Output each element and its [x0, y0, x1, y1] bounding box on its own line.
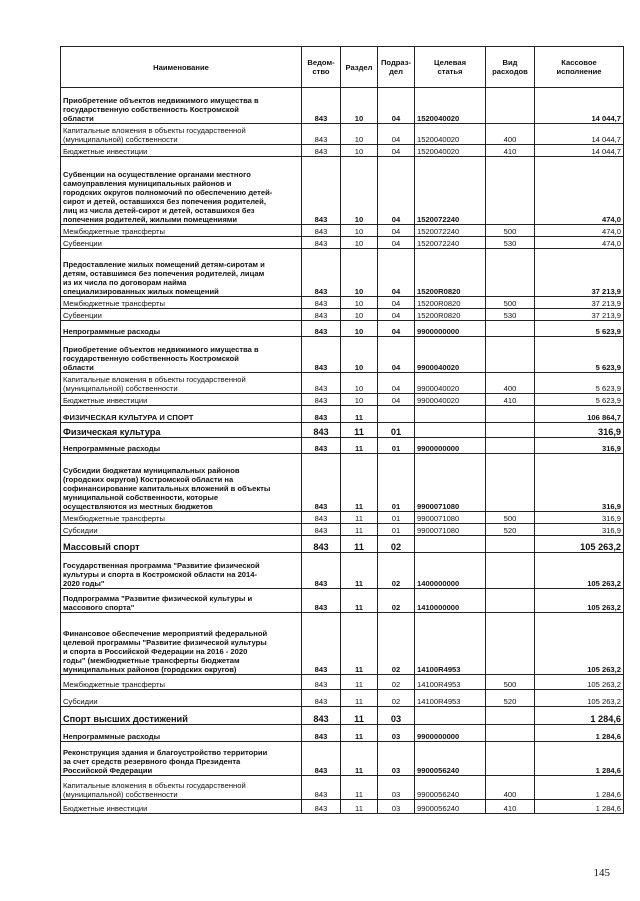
cell-subsection: 01 — [378, 423, 415, 438]
cell-subsection: 04 — [378, 225, 415, 237]
table-row — [61, 454, 624, 512]
cell-subsection: 04 — [378, 337, 415, 373]
cell-subsection: 01 — [378, 524, 415, 536]
cell-expense-type: 400 — [486, 776, 535, 800]
cell-target-article: 9900000000 — [415, 321, 486, 337]
cell-target-article: 9900000000 — [415, 438, 486, 454]
cell-cash-execution: 316,9 — [535, 423, 624, 438]
cell-department: 843 — [302, 297, 341, 309]
cell-expense-type: 500 — [486, 297, 535, 309]
cell-cash-execution: 105 263,2 — [535, 675, 624, 690]
cell-target-article — [415, 406, 486, 423]
cell-department: 843 — [302, 536, 341, 553]
cell-department: 843 — [302, 553, 341, 589]
cell-section: 11 — [341, 438, 378, 454]
cell-section: 11 — [341, 690, 378, 707]
cell-name: Непрограммные расходы — [61, 438, 302, 454]
header-name: Наименование — [61, 47, 302, 88]
header-target-article: Целевая статья — [415, 47, 486, 88]
cell-cash-execution: 1 284,6 — [535, 725, 624, 742]
cell-expense-type — [486, 725, 535, 742]
cell-subsection: 04 — [378, 297, 415, 309]
cell-expense-type — [486, 157, 535, 225]
table-row — [61, 373, 624, 394]
cell-section: 10 — [341, 124, 378, 145]
cell-department: 843 — [302, 337, 341, 373]
cell-subsection: 03 — [378, 707, 415, 725]
cell-target-article: 1520072240 — [415, 237, 486, 249]
cell-name: Межбюджетные трансферты — [61, 225, 302, 237]
cell-subsection: 02 — [378, 589, 415, 613]
cell-department: 843 — [302, 800, 341, 814]
cell-name: Субсидии — [61, 690, 302, 707]
cell-name: Межбюджетные трансферты — [61, 512, 302, 524]
cell-cash-execution: 37 213,9 — [535, 297, 624, 309]
header-cash-execution: Кассовое исполнение — [535, 47, 624, 88]
cell-cash-execution: 105 263,2 — [535, 589, 624, 613]
cell-target-article: 15200R0820 — [415, 297, 486, 309]
cell-department: 843 — [302, 309, 341, 321]
cell-expense-type: 400 — [486, 124, 535, 145]
cell-target-article: 15200R0820 — [415, 309, 486, 321]
cell-cash-execution: 5 623,9 — [535, 337, 624, 373]
cell-target-article: 9900000000 — [415, 725, 486, 742]
cell-department: 843 — [302, 675, 341, 690]
cell-section: 11 — [341, 800, 378, 814]
cell-department: 843 — [302, 373, 341, 394]
expenditure-table — [60, 46, 624, 814]
cell-name: Приобретение объектов недвижимого имущества в государственную собственность Костромской области — [61, 88, 302, 124]
cell-department: 843 — [302, 321, 341, 337]
cell-target-article: 9900056240 — [415, 776, 486, 800]
cell-target-article: 1400000000 — [415, 553, 486, 589]
cell-cash-execution: 105 263,2 — [535, 690, 624, 707]
cell-department: 843 — [302, 613, 341, 675]
cell-expense-type: 520 — [486, 524, 535, 536]
cell-department: 843 — [302, 742, 341, 776]
cell-section: 11 — [341, 707, 378, 725]
cell-target-article: 1520072240 — [415, 157, 486, 225]
cell-subsection: 02 — [378, 536, 415, 553]
cell-cash-execution: 1 284,6 — [535, 707, 624, 725]
table-row — [61, 297, 624, 309]
cell-name: Межбюджетные трансферты — [61, 297, 302, 309]
cell-section: 11 — [341, 589, 378, 613]
cell-name: Субвенции — [61, 309, 302, 321]
table-row — [61, 776, 624, 800]
cell-name: Непрограммные расходы — [61, 725, 302, 742]
cell-section: 10 — [341, 337, 378, 373]
table-row — [61, 145, 624, 157]
cell-department: 843 — [302, 406, 341, 423]
cell-name: Подпрограмма "Развитие физической культуры и массового спорта" — [61, 589, 302, 613]
cell-name: Приобретение объектов недвижимого имущества в государственную собственность Костромской области — [61, 337, 302, 373]
cell-target-article: 1520072240 — [415, 225, 486, 237]
table-row — [61, 88, 624, 124]
cell-name: Спорт высших достижений — [61, 707, 302, 725]
cell-target-article: 14100R4953 — [415, 675, 486, 690]
cell-name: Массовый спорт — [61, 536, 302, 553]
cell-name: Капитальные вложения в объекты государственной (муниципальной) собственности — [61, 124, 302, 145]
cell-subsection — [378, 406, 415, 423]
cell-target-article: 9900056240 — [415, 800, 486, 814]
cell-section: 10 — [341, 373, 378, 394]
cell-subsection: 01 — [378, 454, 415, 512]
table-row — [61, 512, 624, 524]
cell-name: Финансовое обеспечение мероприятий федеральной целевой программы "Развитие физической культуры и спорта в Российской Федерации на 2016 - 2020 годы" (межбюджетные трансферты бюджетам муниципальных районов (городских округов) — [61, 613, 302, 675]
cell-subsection: 04 — [378, 145, 415, 157]
cell-section: 10 — [341, 321, 378, 337]
cell-name: ФИЗИЧЕСКАЯ КУЛЬТУРА И СПОРТ — [61, 406, 302, 423]
cell-cash-execution: 14 044,7 — [535, 145, 624, 157]
header-section: Раздел — [341, 47, 378, 88]
cell-name: Капитальные вложения в объекты государственной (муниципальной) собственности — [61, 373, 302, 394]
cell-cash-execution: 37 213,9 — [535, 249, 624, 297]
cell-expense-type — [486, 321, 535, 337]
cell-cash-execution: 1 284,6 — [535, 800, 624, 814]
cell-cash-execution: 5 623,9 — [535, 394, 624, 406]
table-row — [61, 309, 624, 321]
cell-cash-execution: 37 213,9 — [535, 309, 624, 321]
table-row — [61, 725, 624, 742]
cell-section: 11 — [341, 454, 378, 512]
table-row — [61, 553, 624, 589]
cell-subsection: 01 — [378, 438, 415, 454]
cell-subsection: 04 — [378, 249, 415, 297]
cell-cash-execution: 316,9 — [535, 512, 624, 524]
cell-subsection: 04 — [378, 157, 415, 225]
cell-target-article: 1520040020 — [415, 145, 486, 157]
cell-cash-execution: 14 044,7 — [535, 88, 624, 124]
cell-subsection: 02 — [378, 613, 415, 675]
cell-subsection: 04 — [378, 124, 415, 145]
table-row — [61, 321, 624, 337]
cell-subsection: 04 — [378, 88, 415, 124]
cell-cash-execution: 316,9 — [535, 454, 624, 512]
cell-expense-type: 400 — [486, 373, 535, 394]
table-row — [61, 589, 624, 613]
cell-department: 843 — [302, 690, 341, 707]
cell-department: 843 — [302, 157, 341, 225]
cell-section: 11 — [341, 423, 378, 438]
cell-department: 843 — [302, 776, 341, 800]
table-row — [61, 438, 624, 454]
cell-section: 10 — [341, 145, 378, 157]
cell-section: 10 — [341, 88, 378, 124]
cell-department: 843 — [302, 145, 341, 157]
cell-expense-type — [486, 454, 535, 512]
cell-department: 843 — [302, 423, 341, 438]
cell-department: 843 — [302, 524, 341, 536]
cell-target-article: 9900056240 — [415, 742, 486, 776]
table-row — [61, 707, 624, 725]
table-row — [61, 337, 624, 373]
cell-cash-execution: 474,0 — [535, 237, 624, 249]
cell-section: 11 — [341, 725, 378, 742]
table-row — [61, 613, 624, 675]
table-row — [61, 394, 624, 406]
cell-target-article: 9900040020 — [415, 394, 486, 406]
cell-expense-type — [486, 536, 535, 553]
table-row — [61, 237, 624, 249]
cell-section: 11 — [341, 536, 378, 553]
cell-section: 10 — [341, 237, 378, 249]
cell-expense-type — [486, 438, 535, 454]
cell-department: 843 — [302, 124, 341, 145]
cell-target-article: 1520040020 — [415, 124, 486, 145]
cell-target-article: 9900040020 — [415, 373, 486, 394]
cell-name: Субсидии — [61, 524, 302, 536]
cell-section: 10 — [341, 225, 378, 237]
cell-section: 11 — [341, 553, 378, 589]
cell-expense-type: 410 — [486, 800, 535, 814]
cell-department: 843 — [302, 454, 341, 512]
cell-subsection: 02 — [378, 675, 415, 690]
cell-department: 843 — [302, 589, 341, 613]
cell-subsection: 04 — [378, 321, 415, 337]
cell-cash-execution: 106 864,7 — [535, 406, 624, 423]
cell-target-article: 14100R4953 — [415, 690, 486, 707]
cell-cash-execution: 105 263,2 — [535, 553, 624, 589]
cell-section: 10 — [341, 249, 378, 297]
cell-section: 11 — [341, 512, 378, 524]
cell-expense-type: 520 — [486, 690, 535, 707]
cell-name: Капитальные вложения в объекты государственной (муниципальной) собственности — [61, 776, 302, 800]
cell-cash-execution: 474,0 — [535, 225, 624, 237]
cell-section: 11 — [341, 406, 378, 423]
cell-department: 843 — [302, 512, 341, 524]
cell-department: 843 — [302, 394, 341, 406]
cell-expense-type — [486, 613, 535, 675]
cell-subsection: 02 — [378, 553, 415, 589]
cell-expense-type: 500 — [486, 512, 535, 524]
table-row — [61, 124, 624, 145]
table-body — [61, 88, 624, 814]
cell-expense-type: 410 — [486, 145, 535, 157]
cell-cash-execution: 5 623,9 — [535, 321, 624, 337]
cell-section: 10 — [341, 394, 378, 406]
cell-cash-execution: 316,9 — [535, 524, 624, 536]
cell-expense-type — [486, 553, 535, 589]
cell-name: Межбюджетные трансферты — [61, 675, 302, 690]
cell-name: Субвенции — [61, 237, 302, 249]
cell-target-article — [415, 707, 486, 725]
cell-subsection: 03 — [378, 776, 415, 800]
cell-name: Государственная программа "Развитие физической культуры и спорта в Костромской области на 2014- 2020 годы" — [61, 553, 302, 589]
cell-section: 11 — [341, 524, 378, 536]
header-subsection: Подраз- дел — [378, 47, 415, 88]
cell-section: 11 — [341, 776, 378, 800]
cell-subsection: 03 — [378, 800, 415, 814]
cell-expense-type — [486, 707, 535, 725]
cell-expense-type — [486, 88, 535, 124]
cell-cash-execution: 14 044,7 — [535, 124, 624, 145]
cell-section: 10 — [341, 309, 378, 321]
cell-department: 843 — [302, 707, 341, 725]
cell-expense-type — [486, 249, 535, 297]
table-row — [61, 157, 624, 225]
cell-expense-type — [486, 742, 535, 776]
cell-cash-execution: 474,0 — [535, 157, 624, 225]
cell-target-article: 14100R4953 — [415, 613, 486, 675]
table-row — [61, 524, 624, 536]
cell-expense-type — [486, 337, 535, 373]
cell-expense-type: 410 — [486, 394, 535, 406]
cell-target-article: 15200R0820 — [415, 249, 486, 297]
cell-cash-execution: 316,9 — [535, 438, 624, 454]
header-department: Ведом- ство — [302, 47, 341, 88]
cell-subsection: 02 — [378, 690, 415, 707]
cell-section: 11 — [341, 613, 378, 675]
table-row — [61, 249, 624, 297]
cell-target-article: 1410000000 — [415, 589, 486, 613]
cell-name: Субсидии бюджетам муниципальных районов (городских округов) Костромской области на софинансирование капитальных вложений в объекты муниципальной собственности, которые осуществляются из местных бюджетов — [61, 454, 302, 512]
cell-department: 843 — [302, 249, 341, 297]
cell-name: Бюджетные инвестиции — [61, 394, 302, 406]
cell-name: Бюджетные инвестиции — [61, 800, 302, 814]
cell-expense-type: 500 — [486, 225, 535, 237]
cell-section: 11 — [341, 742, 378, 776]
table-row — [61, 536, 624, 553]
cell-department: 843 — [302, 225, 341, 237]
cell-target-article — [415, 423, 486, 438]
table-row — [61, 690, 624, 707]
cell-department: 843 — [302, 725, 341, 742]
cell-subsection: 01 — [378, 512, 415, 524]
cell-target-article — [415, 536, 486, 553]
cell-name: Непрограммные расходы — [61, 321, 302, 337]
cell-section: 10 — [341, 157, 378, 225]
cell-expense-type — [486, 406, 535, 423]
cell-name: Субвенции на осуществление органами местного самоуправления муниципальных районов и городских округов полномочий по обеспечению детей- сирот и детей, оставшихся без попечения родителей, лиц из числа детей-сирот и детей, оставшихся без попечения родителей, жилыми помещениями — [61, 157, 302, 225]
table-header-row — [61, 47, 624, 88]
cell-department: 843 — [302, 88, 341, 124]
table-row — [61, 406, 624, 423]
cell-cash-execution: 105 263,2 — [535, 613, 624, 675]
table-row — [61, 800, 624, 814]
cell-department: 843 — [302, 438, 341, 454]
cell-expense-type: 530 — [486, 237, 535, 249]
cell-subsection: 04 — [378, 309, 415, 321]
table-row — [61, 423, 624, 438]
cell-cash-execution: 1 284,6 — [535, 776, 624, 800]
cell-expense-type: 530 — [486, 309, 535, 321]
cell-target-article: 9900071080 — [415, 512, 486, 524]
cell-subsection: 04 — [378, 237, 415, 249]
cell-target-article: 9900071080 — [415, 524, 486, 536]
cell-cash-execution: 5 623,9 — [535, 373, 624, 394]
cell-expense-type: 500 — [486, 675, 535, 690]
cell-expense-type — [486, 589, 535, 613]
cell-expense-type — [486, 423, 535, 438]
cell-cash-execution: 1 284,6 — [535, 742, 624, 776]
cell-name: Физическая культура — [61, 423, 302, 438]
cell-subsection: 04 — [378, 373, 415, 394]
header-expense-type: Вид расходов — [486, 47, 535, 88]
page-number: 145 — [593, 867, 610, 879]
cell-name: Бюджетные инвестиции — [61, 145, 302, 157]
cell-subsection: 03 — [378, 742, 415, 776]
cell-cash-execution: 105 263,2 — [535, 536, 624, 553]
cell-section: 11 — [341, 675, 378, 690]
cell-subsection: 04 — [378, 394, 415, 406]
table-row — [61, 742, 624, 776]
cell-subsection: 03 — [378, 725, 415, 742]
table-row — [61, 675, 624, 690]
cell-section: 10 — [341, 297, 378, 309]
table-row — [61, 225, 624, 237]
cell-target-article: 9900040020 — [415, 337, 486, 373]
cell-department: 843 — [302, 237, 341, 249]
cell-target-article: 1520040020 — [415, 88, 486, 124]
cell-name: Предоставление жилых помещений детям-сиротам и детям, оставшимся без попечения родителей, лицам из их числа по договорам найма специализированных жилых помещений — [61, 249, 302, 297]
cell-name: Реконструкция здания и благоустройство территории за счет средств резервного фонда Президента Российской Федерации — [61, 742, 302, 776]
cell-target-article: 9900071080 — [415, 454, 486, 512]
